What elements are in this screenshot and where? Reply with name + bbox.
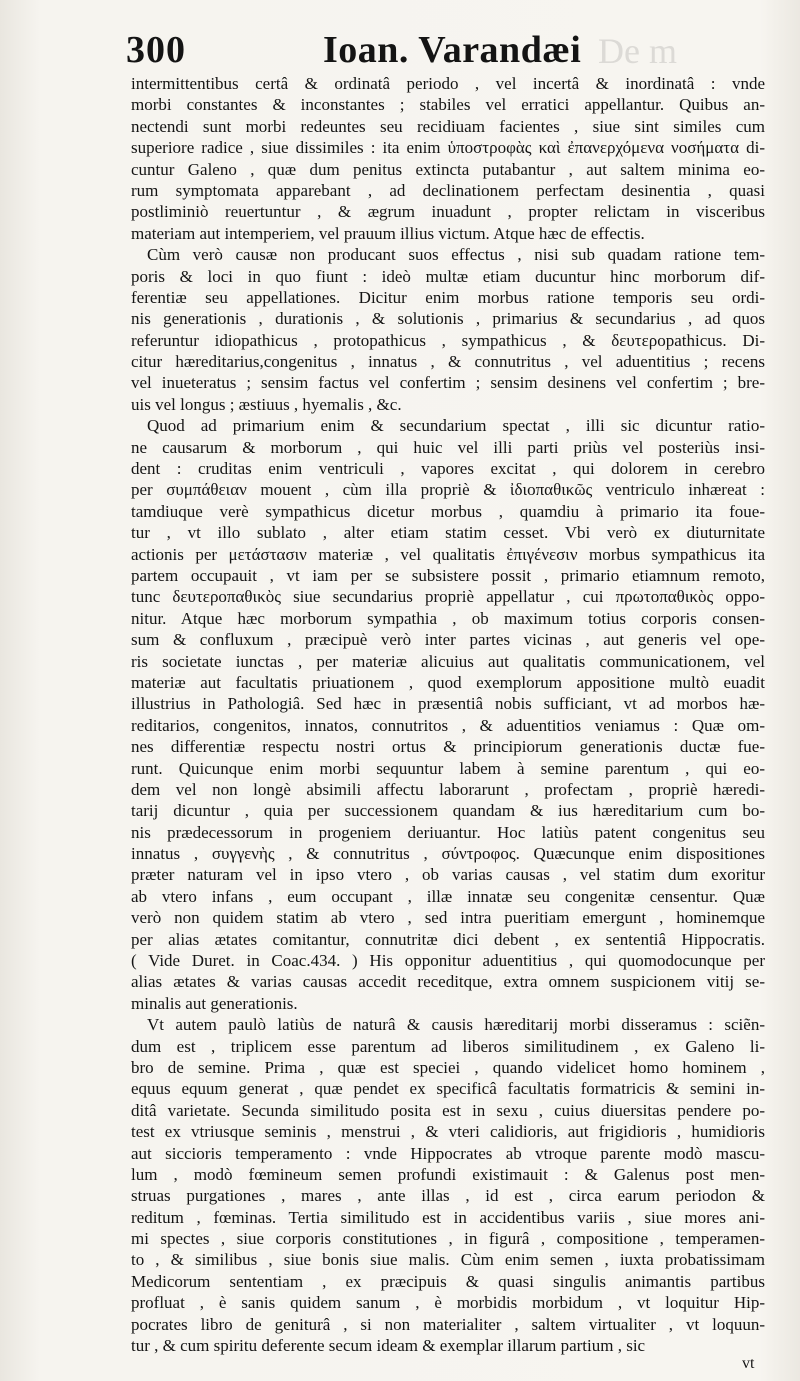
text-line: ditâ varietate. Secunda similitudo posita est in sexu , cuius diuersitas pendere po- xyxy=(131,1100,765,1120)
text-line: uis vel longus ; æstiuus , hyemalis , &c. xyxy=(131,394,402,414)
text-line: minalis aut generationis. xyxy=(131,993,298,1013)
text-line: morbi constantes & inconstantes ; stabiles vel erratici appellantur. Quibus an- xyxy=(131,95,765,115)
text-line: materiæ aut facultatis priuationem , quod exemplorum appositione multò euadit xyxy=(131,672,765,692)
page-number: 300 xyxy=(126,29,186,71)
text-line: tamdiuque verè sympathicus dicetur morbus , quamdiu à primario ita foue- xyxy=(131,501,765,521)
text-line: pocrates libro de geniturâ , si non materialiter , saltem virtualiter , vt loquun- xyxy=(131,1314,765,1334)
text-line: referuntur idiopathicus , protopathicus , sympathicus , & δευτεροpathicus. Di- xyxy=(131,330,765,350)
text-line: ( Vide Duret. in Coac.434. ) His opponitur aduentitius , qui quomodocunque per xyxy=(131,951,765,971)
text-line: sum & confluxum , præcipuè verò inter partes vicinas , aut generis vel ope- xyxy=(131,630,765,650)
catchword: vt xyxy=(742,1355,755,1372)
text-line: per συμπάθειαν mouent , cùm illa propriè & ἰδιοπαθικῶς ventriculo inhæreat : xyxy=(131,480,765,500)
text-line: tur , vt illo sublato , alter etiam statim cesset. Vbi verò ex diuturnitate xyxy=(131,523,765,543)
text-line: reditarios, congenitos, innatos, connutritos , & aduentitios veniamus : Quæ om- xyxy=(131,715,765,735)
text-line: tunc δευτεροπαθικὸς siue secundarius propriè appellatur , cui πρωτοπαθικὸς oppo- xyxy=(131,587,765,607)
text-line: Cùm verò causæ non producant suos effectus , nisi sub quadam ratione tem- xyxy=(147,245,765,265)
text-line: actionis per μετάστασιν materiæ , vel qualitatis ἐπιγένεσιν morbus sympathicus ita xyxy=(131,544,765,564)
text-line: vel inueteratus ; sensim factus vel confertim ; sensim desinens vel confertim ; bre- xyxy=(131,373,765,393)
text-line: equus equum generat , quæ pendet ex specificâ facultatis formatricis & semini in- xyxy=(131,1079,765,1099)
text-line: mi spectes , siue corporis constitutiones , in figurâ , compositione , temperamen- xyxy=(131,1229,765,1249)
text-line: Medicorum sententiam , ex præcipuis & quasi singulis animantis partibus xyxy=(131,1271,765,1291)
text-line: Quod ad primarium enim & secundarium spectat , illi sic dicuntur ratio- xyxy=(147,416,765,436)
text-line: nes differentiæ respectu nostri ortus & principiorum generationis ductæ fue- xyxy=(131,737,765,757)
text-line: superiore radice , siue dissimiles : ita enim ὑποστροφὰς καὶ ἐπανερχόμενα νοσήματα di- xyxy=(131,138,765,158)
text-line: ris societate iunctas , per materiæ alicuius aut qualitatis communicationem, vel xyxy=(131,651,765,671)
text-line: struas purgationes , mares , ante illas , id est , circa earum periodon & xyxy=(131,1186,765,1206)
text-line: test ex vtriusque seminis , menstrui , & vteri calidioris, aut frigidioris , humidioris xyxy=(131,1122,765,1142)
text-line: partem occupauit , vt iam per se subsistere possit , primario etiamnum remoto, xyxy=(131,565,765,585)
bleed-through-text: De m xyxy=(598,31,677,71)
text-line: præter naturam vel in ipso vtero , ob varias causas , vel statim dum exoritur xyxy=(131,865,765,885)
text-line: aut siccioris temperamento : vnde Hippocrates ab vtroque parente modò mascu- xyxy=(131,1143,765,1163)
text-line: nis generationis , durationis , & solutionis , primarius & secundarius , ad quos xyxy=(131,309,765,329)
text-line: illustrius in Pathologiâ. Sed hæc in præsentiâ nobis sufficiant, vt ad morbos hæ- xyxy=(131,694,765,714)
text-line: rum symptomata apparebant , ad declinationem perfectam desinentia , quasi xyxy=(131,180,765,200)
text-line: nectendi sunt morbi redeuntes seu recidiuam facientes , siue sint similes cum xyxy=(131,116,765,136)
running-title: Ioan. Varandæi xyxy=(323,29,582,71)
text-line: reditum , fœminas. Tertia similitudo est in accidentibus variis , siue mores ani- xyxy=(131,1207,765,1227)
text-line: ne causarum & morborum , qui huic vel illi parti priùs vel posteriùs insi- xyxy=(131,437,765,457)
text-line: alias ætates & varias causas accedit receditque, extra omnem suspicionem vitij se- xyxy=(131,972,765,992)
text-line: dem vel non longè absimili affectu laborarunt , profectam , propriè hæredi- xyxy=(131,779,765,799)
text-line: to , & similibus , siue bonis siue malis. Cùm enim semen , iuxta probatissimam xyxy=(131,1250,765,1270)
text-line: intermittentibus certâ & ordinatâ periodo , vel incertâ & inordinatâ : vnde xyxy=(131,74,765,93)
text-line: lum , modò fœmineum semen profundi existimauit : & Galenus post men- xyxy=(131,1164,765,1184)
text-line: cuntur Galeno , quæ dum penitus extincta putabantur , aut saltem minima eo- xyxy=(131,159,765,179)
text-line: bro de semine. Prima , quæ est speciei , quando videlicet homo hominem , xyxy=(131,1057,765,1077)
text-line: runt. Quicunque enim morbi sequuntur labem à semine parentum , qui eo- xyxy=(131,758,765,778)
text-line: poris & loci in quo fiunt : ideò multæ etiam ducuntur hinc morborum dif- xyxy=(131,266,765,286)
text-line: dent : cruditas enim ventriculi , vapores excitat , qui dolorem in cerebro xyxy=(131,459,765,479)
text-line: per alias ætates comitantur, connutritæ dici debent , ex sententiâ Hippocratis. xyxy=(131,929,765,949)
text-line: innatus , συγγενὴς , & connutritus , σύντροφος. Quæcunque enim dispositiones xyxy=(131,844,765,864)
text-line: profluat , è sanis quidem sanum , è morbidis morbidum , vt loquitur Hip- xyxy=(131,1293,765,1313)
text-line: dum est , triplicem esse parentum ad liberos similitudinem , ex Galeno li- xyxy=(131,1036,765,1056)
body-text xyxy=(131,73,765,1356)
text-line: materiam aut intemperiem, vel prauum illius victum. Atque hæc de effectis. xyxy=(131,223,645,243)
text-line: tur , & cum spiritu deferente secum ideam & exemplar illarum partium , sic xyxy=(131,1336,646,1356)
text-line: citur hæreditarius,congenitus , innatus , & connutritus , vel aduentitius ; recens xyxy=(131,352,765,372)
text-line: ab vtero infans , eum occupant , illæ innatæ seu congenitæ censentur. Quæ xyxy=(131,886,765,906)
text-line: tarij dicuntur , quia per successionem quandam & ius hæreditarium cum bo- xyxy=(131,801,765,821)
text-line: ferentiæ seu appellationes. Dicitur enim morbus ratione temporis seu ordi- xyxy=(131,287,765,307)
text-line: nitur. Atque hæc morborum sympathia , ob maximum totius corporis consen- xyxy=(131,608,765,628)
text-line: postliminiò reuertuntur , & ægrum inuadunt , propter relictam in visceribus xyxy=(131,202,765,222)
text-line: verò non quidem statim ab vtero , sed intra pueritiam emergunt , hominemque xyxy=(131,908,765,928)
page-header xyxy=(118,26,798,78)
text-line: Vt autem paulò latiùs de naturâ & causis hæreditarij morbi disseramus : sciẽn- xyxy=(147,1015,765,1035)
text-line: nis prædecessorum in progeniem deriuantur. Hoc latiùs patent congenitus seu xyxy=(131,822,765,842)
